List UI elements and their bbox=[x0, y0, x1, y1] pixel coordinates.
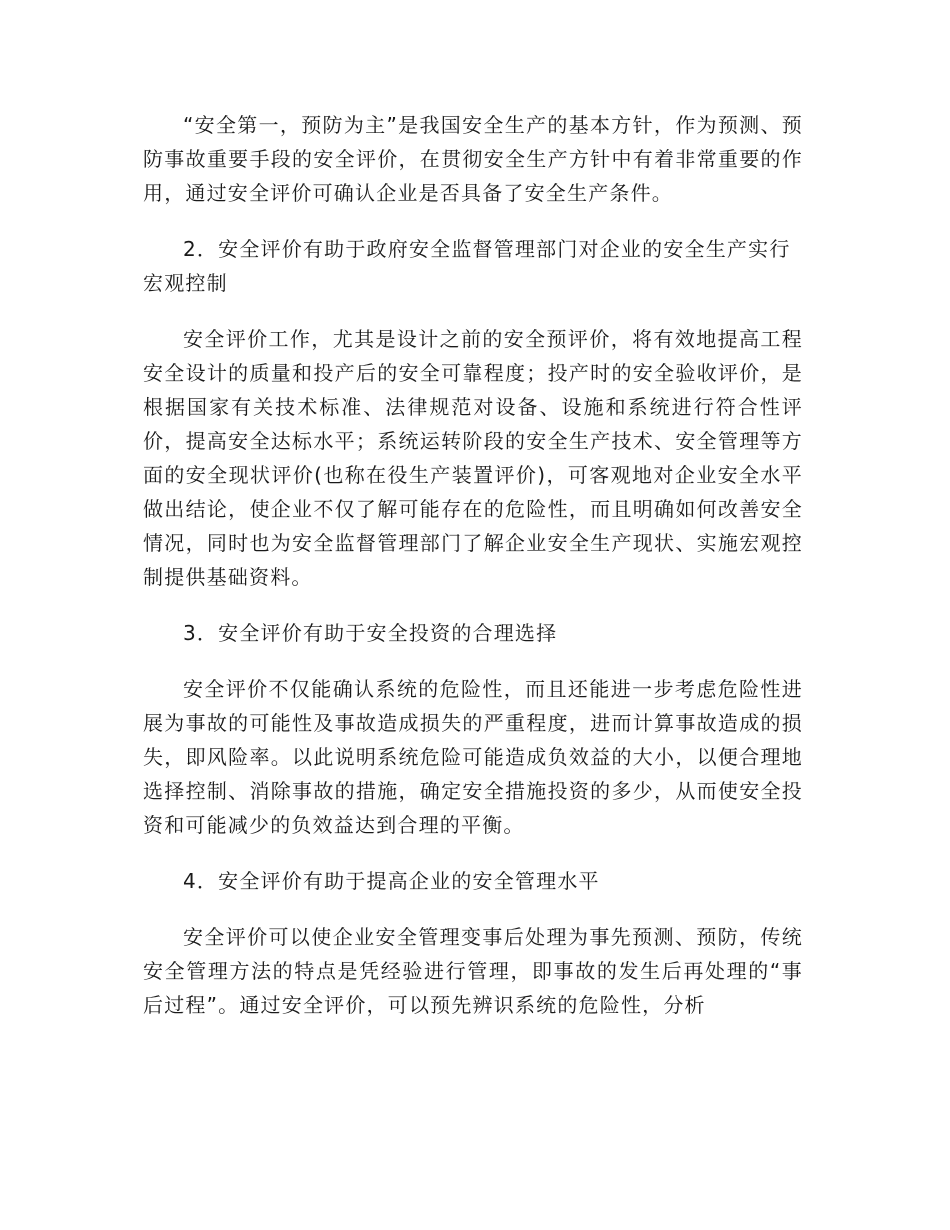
section-heading-2: 2．安全评价有助于政府安全监督管理部门对企业的安全生产实行宏观控制 bbox=[143, 237, 791, 295]
section-heading-3: 3．安全评价有助于安全投资的合理选择 bbox=[183, 621, 558, 645]
paragraph-section-3: 安全评价不仅能确认系统的危险性，而且还能进一步考虑危险性进展为事故的可能性及事故造成损失的严重程度，进而计算事故造成的损失，即风险率。以此说明系统危险可能造成负效益的大小，以便合理地选择控制、消除事故的措施，确定安全措施投资的多少，从而使安全投资和可能减少的负效益达到合理的平衡。 bbox=[143, 677, 803, 837]
document-page bbox=[143, 108, 803, 1022]
paragraph-section-4: 安全评价可以使企业安全管理变事后处理为事先预测、预防，传统安全管理方法的特点是凭经验进行管理，即事故的发生后再处理的“事后过程”。通过安全评价，可以预先辨识系统的危险性，分析 bbox=[143, 925, 803, 1017]
section-heading-4: 4．安全评价有助于提高企业的安全管理水平 bbox=[183, 869, 600, 893]
paragraph-intro: “安全第一，预防为主”是我国安全生产的基本方针，作为预测、预防事故重要手段的安全评价，在贯彻安全生产方针中有着非常重要的作用，通过安全评价可确认企业是否具备了安全生产条件。 bbox=[143, 113, 803, 205]
paragraph-section-2: 安全评价工作，尤其是设计之前的安全预评价，将有效地提高工程安全设计的质量和投产后的安全可靠程度；投产时的安全验收评价，是根据国家有关技术标准、法律规范对设备、设施和系统进行符合性评价，提高安全达标水平；系统运转阶段的安全生产技术、安全管理等方面的安全现状评价(也称在役生产装置评价)，可客观地对企业安全水平做出结论，使企业不仅了解可能存在的危险性，而且明确如何改善安全情况，同时也为安全监督管理部门了解企业安全生产现状、实施宏观控制提供基础资料。 bbox=[143, 327, 803, 589]
